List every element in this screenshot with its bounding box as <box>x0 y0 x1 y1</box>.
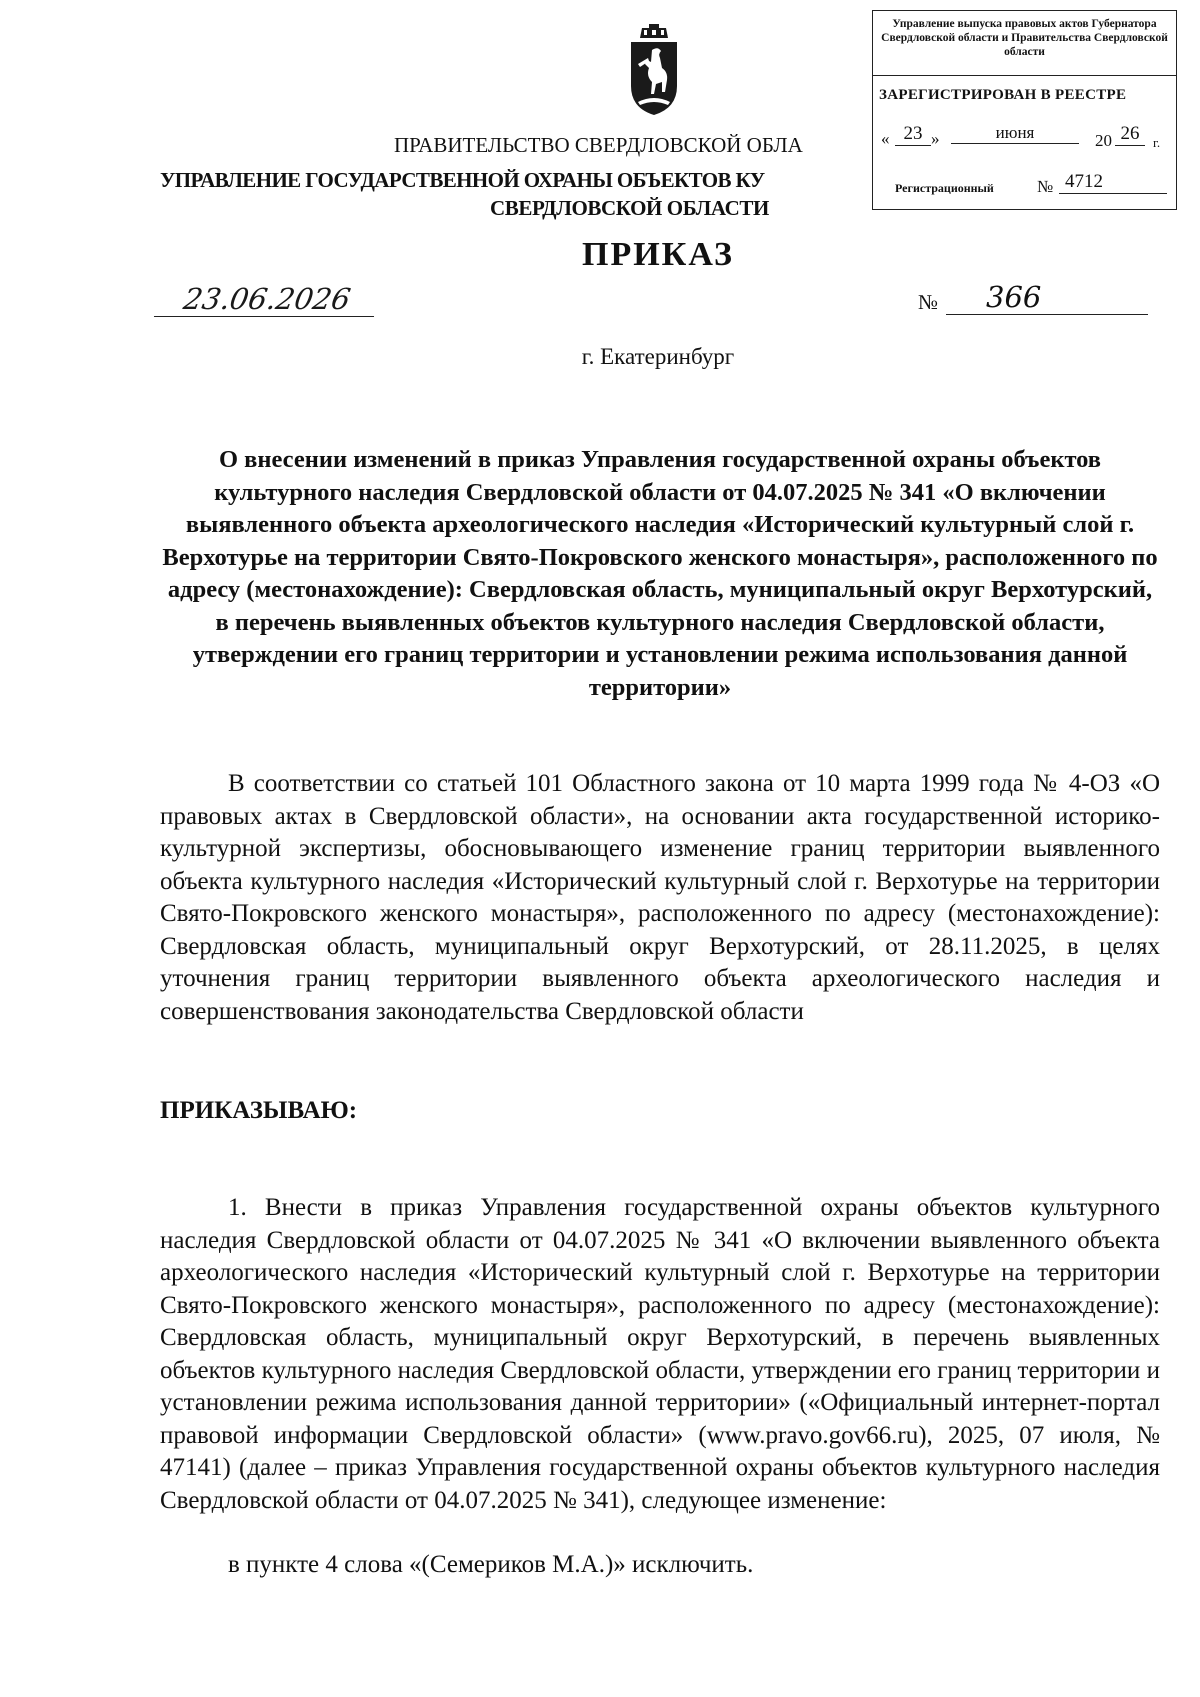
document-type: ПРИКАЗ <box>582 236 734 273</box>
registry-stamp: Управление выпуска правовых актов Губернатора Свердловской области и Правительства Свердловской области ЗАРЕГИСТРИРОВАН В РЕЕСТРЕ « 23 » июня 20 26 г. Регистрационный № 4712 <box>872 10 1177 210</box>
stamp-year-suffix: 26 <box>1115 123 1145 146</box>
item-1-change: в пункте 4 слова «(Семериков М.А.)» исключить. <box>228 1551 754 1578</box>
stamp-reg-number: 4712 <box>1059 171 1167 194</box>
stamp-year-abbr: г. <box>1153 135 1161 150</box>
stamp-month: июня <box>951 123 1079 144</box>
city: г. Екатеринбург <box>581 344 735 369</box>
stamp-year-prefix: 20 <box>1095 131 1112 150</box>
order-number-label: № <box>918 290 939 314</box>
stamp-department: Управление выпуска правовых актов Губернатора Свердловской области и Правительства Свердловской области <box>881 18 1168 58</box>
department-name-line1: УПРАВЛЕНИЕ ГОСУДАРСТВЕННОЙ ОХРАНЫ ОБЪЕКТОВ КУ <box>160 168 765 192</box>
item-1-paragraph: 1. Внести в приказ Управления государственной охраны объектов культурного наследия Свердловской области от 04.07.2025 № 341 «О включении выявленного объекта археологического наследия «Исторический культурный слой г. Верхотурье на территории Свято-Покровского женского монастыря», расположенного по адресу (местонахождение): Свердловская область, муниципальный округ Верхотурский, в перечень выявленных объектов культурного наследия Свердловской области, утверждении его границ территории и установлении режима использования данной территории» («Официальный интернет-портал правовой информации Свердловской области» (www.pravo.gov66.ru), 2025, 07 июля, № 47141) (далее – приказ Управления государственной охраны объектов культурного наследия Свердловской области от 04.07.2025 № 341), следующее изменение: <box>160 1194 1160 1514</box>
stamp-divider <box>873 75 1176 76</box>
order-number: 366 <box>946 280 1148 315</box>
department-name-line2: СВЕРДЛОВСКОЙ ОБЛАСТИ <box>490 196 769 220</box>
stamp-no-sign: № <box>1037 177 1054 196</box>
government-name: ПРАВИТЕЛЬСТВО СВЕРДЛОВСКОЙ ОБЛА <box>394 133 803 157</box>
stamp-reg-label: Регистрационный <box>895 181 994 195</box>
stamp-day: 23 <box>895 123 931 146</box>
coat-of-arms-icon <box>628 24 680 116</box>
order-word: ПРИКАЗЫВАЮ: <box>160 1097 358 1124</box>
order-date: 23.06.2026 <box>154 282 380 317</box>
stamp-registered-label: ЗАРЕГИСТРИРОВАН В РЕЕСТРЕ <box>879 87 1127 103</box>
order-subject: О внесении изменений в приказ Управления государственной охраны объектов культурного наследия Свердловской области от 04.07.2025 № 341 «О включении выявленного объекта археологического наследия «Исторический культурный слой г. Верхотурье на территории Свято-Покровского женского монастыря», расположенного по адресу (местонахождение): Свердловская область, муниципальный округ Верхотурский, в перечень выявленных объектов культурного наследия Свердловской области, утверждении его границ территории и установлении режима использования данной территории» <box>162 446 1158 701</box>
preamble-paragraph: В соответствии со статьей 101 Областного закона от 10 марта 1999 года № 4-ОЗ «О правовых актах в Свердловской области», на основании акта государственной историко-культурной экспертизы, обосновывающего изменение границ территории выявленного объекта культурного наследия «Исторический культурный слой г. Верхотурье на территории Свято-Покровского женского монастыря», расположенного по адресу (местонахождение): Свердловская область, муниципальный округ Верхотурский, от 28.11.2025, в целях уточнения границ территории выявленного объекта археологического наследия и совершенствования законодательства Свердловской области <box>160 770 1160 1025</box>
